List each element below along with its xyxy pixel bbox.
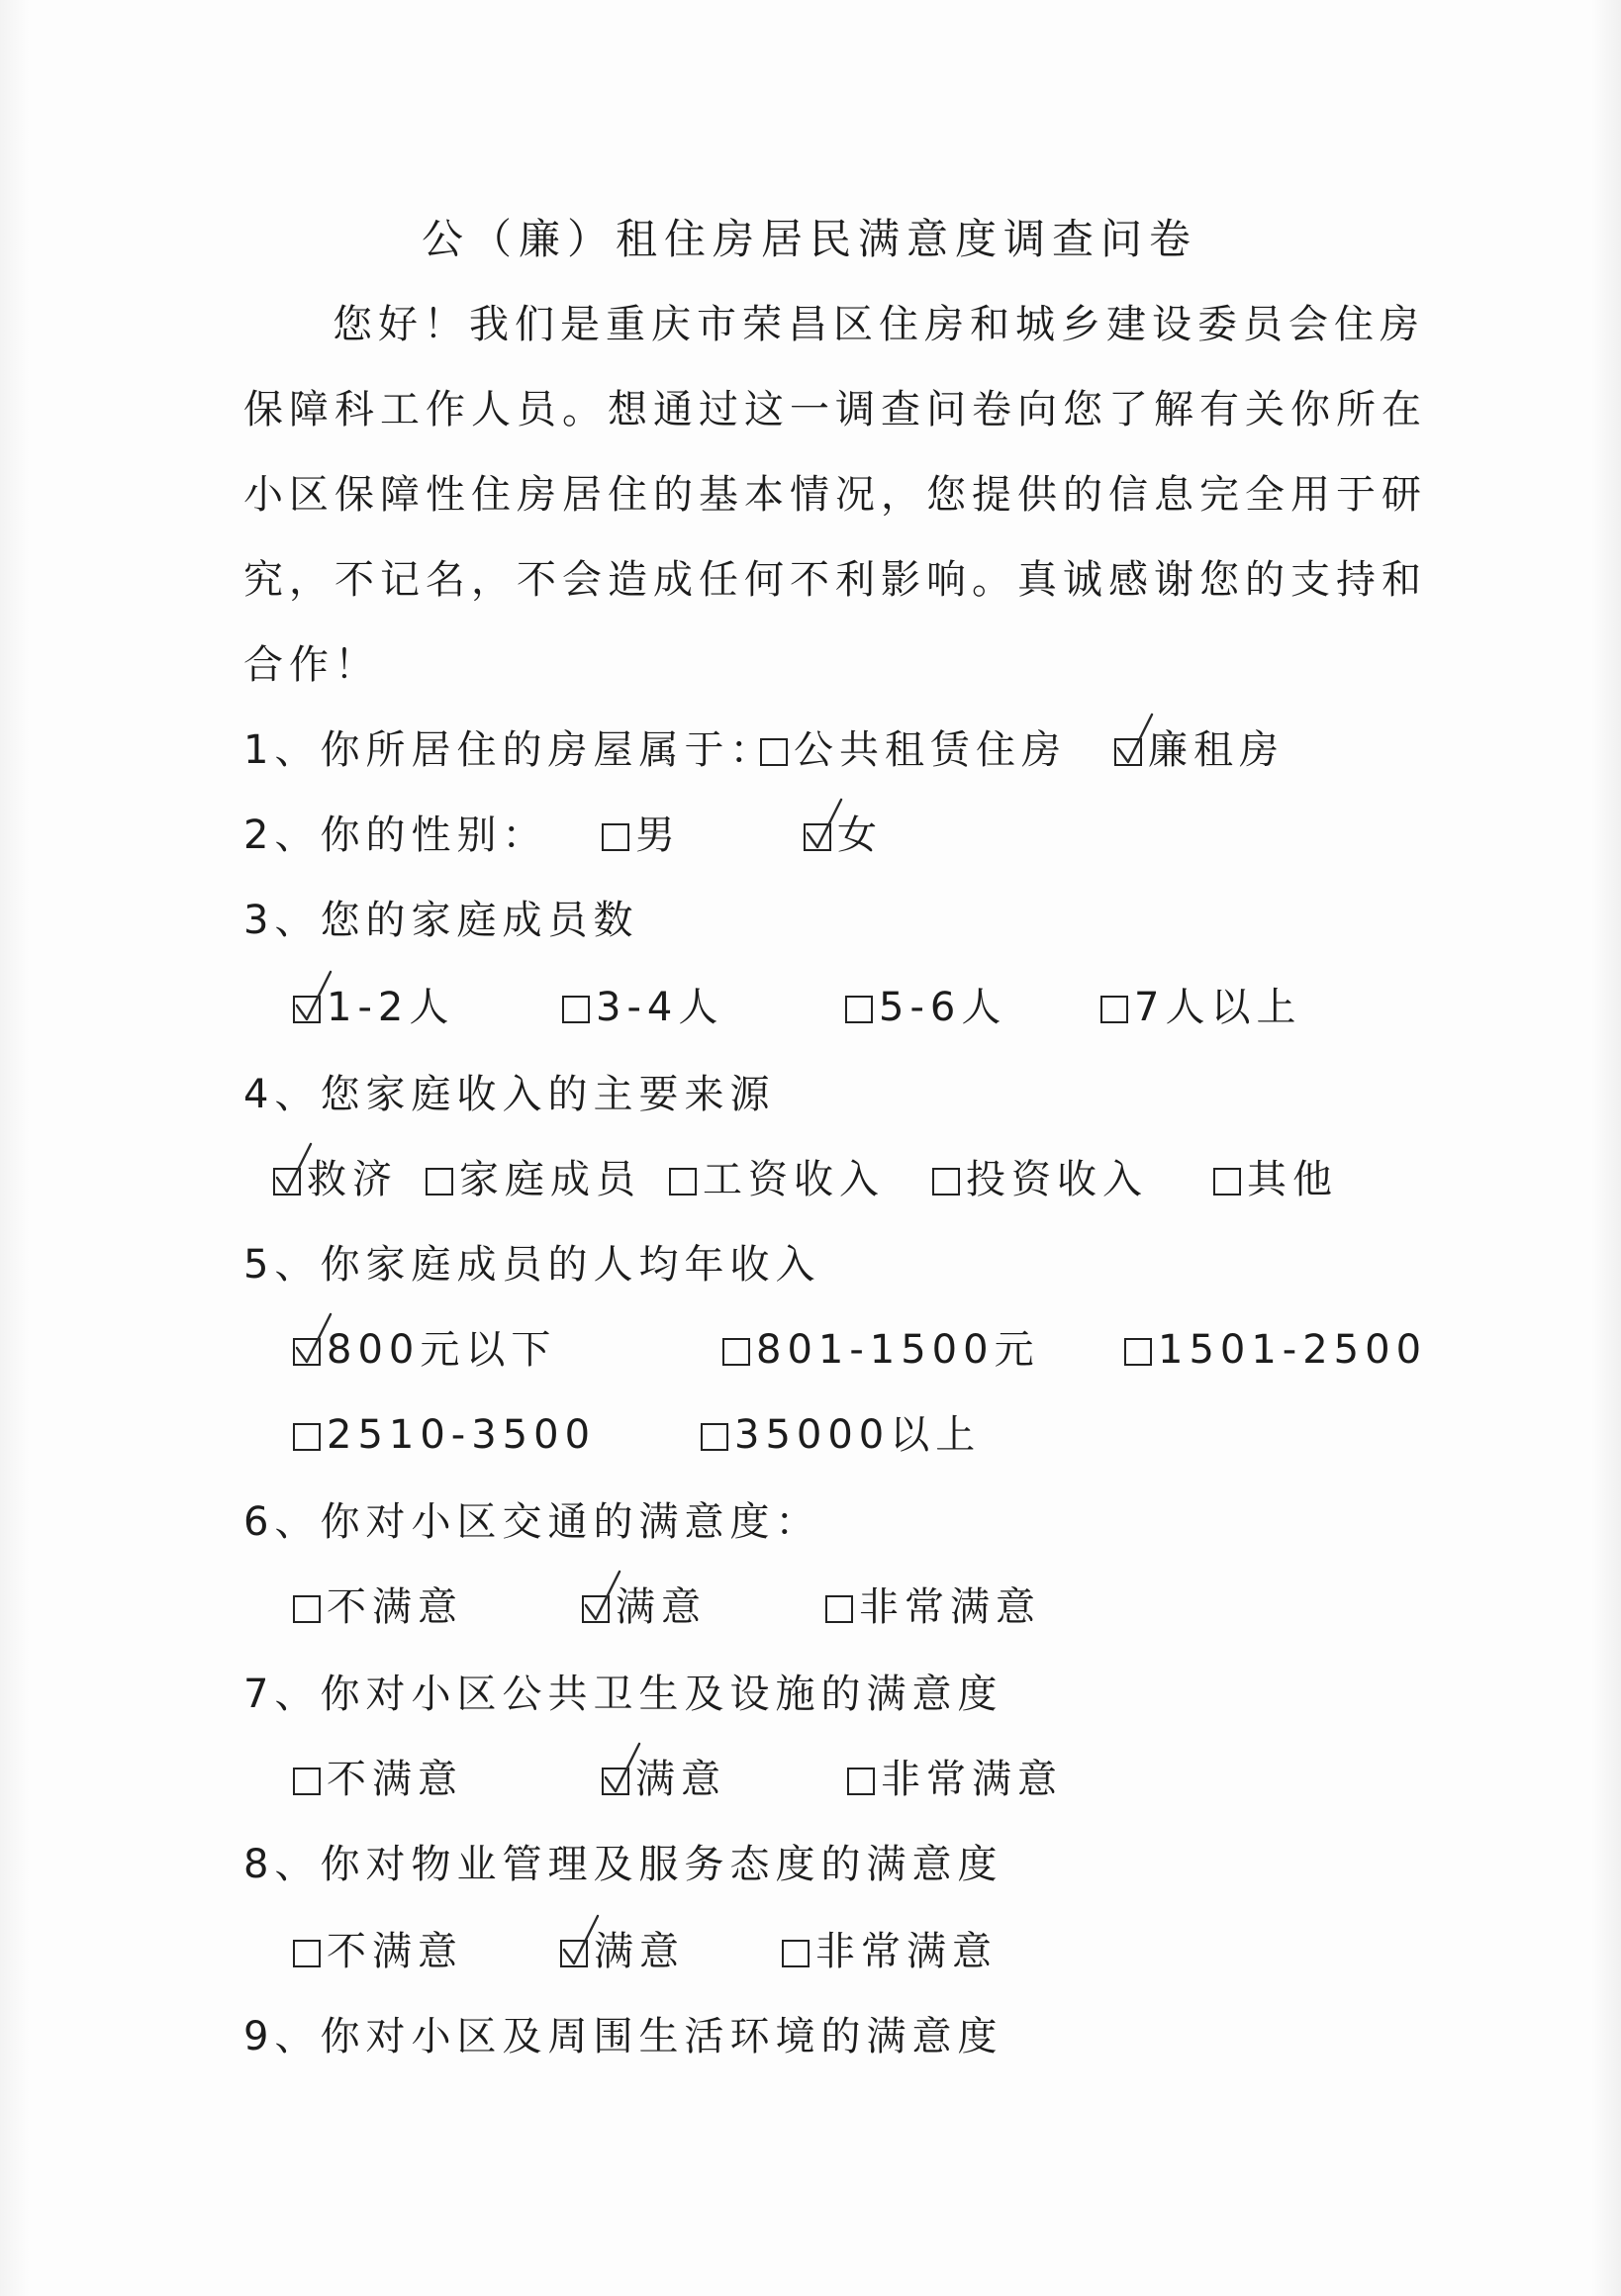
checkbox[interactable] — [825, 1595, 853, 1623]
checkbox-checked[interactable] — [293, 996, 321, 1023]
q1-option-2[interactable] — [1114, 724, 1285, 776]
q3-option-4[interactable] — [1100, 982, 1301, 1033]
intro-line-2: 保障科工作人员。想通过这一调查问卷向您了解有关你所在 — [243, 387, 1427, 432]
checkbox-checked[interactable] — [1114, 738, 1142, 766]
checkbox[interactable] — [760, 738, 788, 766]
intro-line-5: 合作！ — [243, 642, 380, 688]
question-1-label: 1、你所居住的房屋属于： — [243, 727, 776, 773]
question-3-label: 3、您的家庭成员数 — [243, 898, 639, 943]
checkbox[interactable] — [293, 1940, 321, 1967]
question-5-label: 5、你家庭成员的人均年收入 — [243, 1242, 821, 1288]
option-label: 非常满意 — [881, 1757, 1063, 1802]
checkbox[interactable] — [1100, 996, 1128, 1023]
option-label: 1501-2500 — [1158, 1327, 1428, 1373]
scan-edge-shadow-left — [0, 0, 30, 2296]
option-label: 不满意 — [327, 1584, 463, 1630]
option-label: 1-2人 — [327, 985, 455, 1030]
checkbox[interactable] — [293, 1423, 321, 1451]
checkbox-checked[interactable] — [804, 823, 831, 851]
checkbox[interactable] — [722, 1338, 750, 1366]
q8-option-1[interactable] — [293, 1926, 463, 1977]
option-label: 非常满意 — [815, 1929, 998, 1974]
q4-option-2[interactable] — [426, 1154, 641, 1205]
q2-option-2[interactable] — [804, 810, 883, 861]
checkbox-checked[interactable] — [560, 1940, 588, 1967]
checkmark-icon — [291, 968, 334, 1027]
q5-option-3[interactable] — [1124, 1324, 1427, 1376]
option-label: 工资收入 — [703, 1157, 885, 1202]
checkbox[interactable] — [847, 1768, 875, 1795]
scan-edge-shadow-right — [1591, 0, 1621, 2296]
option-label: 救济 — [307, 1157, 398, 1202]
option-label: 2510-3500 — [327, 1412, 597, 1458]
checkbox-checked[interactable] — [602, 1768, 629, 1795]
q4-option-5[interactable] — [1213, 1154, 1338, 1205]
checkbox[interactable] — [1124, 1338, 1152, 1366]
q3-option-2[interactable] — [562, 982, 723, 1033]
q5-option-4[interactable] — [293, 1409, 596, 1461]
q1-option-1[interactable] — [760, 724, 1067, 776]
checkbox-checked[interactable] — [273, 1168, 301, 1196]
question-8-label: 8、你对物业管理及服务态度的满意度 — [243, 1842, 1003, 1887]
checkbox[interactable] — [602, 823, 629, 851]
q2-option-1[interactable] — [602, 810, 681, 861]
checkmark-icon — [600, 1740, 643, 1799]
q6-option-2[interactable] — [582, 1581, 707, 1633]
q6-option-3[interactable] — [825, 1581, 1041, 1633]
question-9-label: 9、你对小区及周围生活环境的满意度 — [243, 2014, 1003, 2059]
option-label: 廉租房 — [1148, 727, 1285, 773]
option-label: 满意 — [616, 1584, 707, 1630]
question-7-label: 7、你对小区公共卫生及设施的满意度 — [243, 1672, 1003, 1717]
checkbox[interactable] — [562, 996, 590, 1023]
option-label: 35000以上 — [734, 1412, 982, 1458]
option-label: 男 — [635, 813, 681, 858]
option-label: 家庭成员 — [459, 1157, 641, 1202]
q5-option-5[interactable] — [701, 1409, 981, 1461]
q4-option-1[interactable] — [273, 1154, 398, 1205]
checkmark-icon — [271, 1140, 315, 1199]
q4-option-3[interactable] — [669, 1154, 885, 1205]
q6-option-1[interactable] — [293, 1581, 463, 1633]
checkbox-checked[interactable] — [293, 1338, 321, 1366]
document-title: 公（廉）租住房居民满意度调查问卷 — [422, 215, 1198, 263]
option-label: 其他 — [1247, 1157, 1338, 1202]
checkbox[interactable] — [845, 996, 873, 1023]
question-6-label: 6、你对小区交通的满意度： — [243, 1499, 821, 1545]
q8-option-2[interactable] — [560, 1926, 685, 1977]
q7-option-3[interactable] — [847, 1754, 1063, 1805]
q7-option-1[interactable] — [293, 1754, 463, 1805]
option-label: 5-6人 — [879, 985, 1007, 1030]
checkmark-icon — [1112, 711, 1156, 770]
checkbox[interactable] — [782, 1940, 810, 1967]
option-label: 满意 — [635, 1757, 726, 1802]
intro-line-4: 究，不记名，不会造成任何不利影响。真诚感谢您的支持和 — [243, 557, 1427, 603]
checkmark-icon — [802, 796, 845, 855]
option-label: 不满意 — [327, 1929, 463, 1974]
option-label: 800元以下 — [327, 1327, 557, 1373]
intro-line-1: 您好！我们是重庆市荣昌区住房和城乡建设委员会住房 — [333, 302, 1425, 347]
checkbox[interactable] — [293, 1768, 321, 1795]
option-label: 非常满意 — [859, 1584, 1041, 1630]
q5-option-2[interactable] — [722, 1324, 1040, 1376]
q7-option-2[interactable] — [602, 1754, 726, 1805]
checkbox-checked[interactable] — [582, 1595, 610, 1623]
checkbox[interactable] — [669, 1168, 697, 1196]
q3-option-1[interactable] — [293, 982, 454, 1033]
checkbox[interactable] — [932, 1168, 960, 1196]
checkbox[interactable] — [1213, 1168, 1241, 1196]
option-label: 投资收入 — [966, 1157, 1148, 1202]
option-label: 女 — [837, 813, 883, 858]
option-label: 公共租赁住房 — [794, 727, 1067, 773]
option-label: 7人以上 — [1134, 985, 1302, 1030]
q5-option-1[interactable] — [293, 1324, 556, 1376]
checkmark-icon — [558, 1912, 602, 1971]
q3-option-3[interactable] — [845, 982, 1006, 1033]
option-label: 801-1500元 — [756, 1327, 1040, 1373]
checkbox[interactable] — [701, 1423, 728, 1451]
option-label: 不满意 — [327, 1757, 463, 1802]
option-label: 满意 — [594, 1929, 685, 1974]
q8-option-3[interactable] — [782, 1926, 998, 1977]
question-2-label: 2、你的性别： — [243, 813, 548, 858]
option-label: 3-4人 — [596, 985, 724, 1030]
checkmark-icon — [580, 1568, 623, 1627]
checkbox[interactable] — [293, 1595, 321, 1623]
q4-option-4[interactable] — [932, 1154, 1148, 1205]
question-4-label: 4、您家庭收入的主要来源 — [243, 1072, 776, 1117]
checkmark-icon — [291, 1310, 334, 1370]
checkbox[interactable] — [426, 1168, 453, 1196]
intro-line-3: 小区保障性住房居住的基本情况，您提供的信息完全用于研 — [243, 472, 1427, 518]
